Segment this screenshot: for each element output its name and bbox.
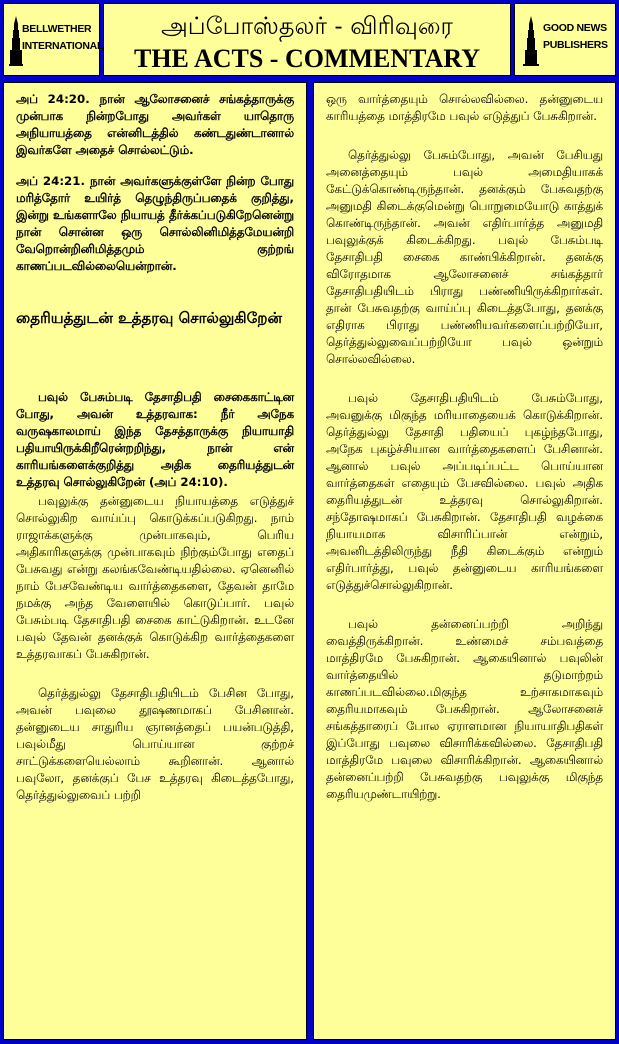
logo-right-line2: PUBLISHERS bbox=[543, 39, 608, 51]
page-header bbox=[3, 3, 616, 76]
church-tower-icon bbox=[523, 16, 539, 66]
right-paragraph-1: ஒரு வார்த்தையும் சொல்லவில்லை. தன்னுடைய காரியத்தை மாத்திரமே பவுல் எடுத்துப் பேசுகிறான். bbox=[326, 92, 603, 123]
right-paragraph-4: பவுல் தன்னைப்பற்றி அறிந்து வைத்திருக்கிறான். உண்மைச் சம்பவத்தை மாத்திரமே பேசுகிறான். ஆகையினால் பவுலின் வார்த்தையில் தடுமாற்றம் காணப்படவில்லை.மிகுந்த உற்சாகமாகவும் தைரியமாகவும் பேசுகிறான். ஆலோசனைச் சங்கத்தாரைப் போல ஏராளமான நியாயாதிபதிகள் இப்போது பவுலை விசாரிக்கவில்லை. தேசாதிபதி மாத்திரமே பவுலை விசாரிக்கிறான். ஆகையினால் தன்னைப்பற்றி பேசுவதற்கு பவுலுக்கு மிகுந்த தைரியமுண்டாயிற்று. bbox=[326, 617, 603, 801]
title-english: THE ACTS - COMMENTARY bbox=[133, 44, 480, 73]
right-paragraph-3: பவுல் தேசாதிபதியிடம் பேசும்போது, அவனுக்கு மிகுந்த மரியாதையைக் கொடுக்கிறான். தெர்த்துல்லு தேசாதி பதியைப் புகழ்ந்தபோது, அநேக புகழ்ச்சியான வார்த்தைகளைப் பேசினான். ஆனால் பவுல் அப்படிப்பட்ட பொய்யான வார்த்தைகள் எதையும் பேசவில்லை. பவுல் அதிக தைரியத்துடன் உத்தரவு சொல்லுகிறான். சந்தோஷமாகப் பேசுகிறான். தேசாதிபதி வழக்கை நியாயமாக விசாரிப்பான் என்றும், அவனிடத்திலிருந்து நீதி கிடைக்கும் என்றும் எதிர்பார்த்து, பவுல் தன்னுடைய காரியங்களை எடுத்துச்சொல்லுகிறான். bbox=[326, 391, 603, 592]
verse-24-20: அப் 24:20. நான் ஆலோசனைச் சங்கத்தாருக்கு முன்பாக நின்றபோது அவர்கள் யாதொரு அநியாயத்தை என்னிடத்தில் கண்டதுண்டானால் இவர்களே அதைச் சொல்லட்டும். bbox=[16, 92, 294, 157]
good-news-logo bbox=[514, 3, 616, 76]
church-tower-icon bbox=[9, 16, 23, 66]
title-box bbox=[103, 3, 511, 76]
quote-paragraph: பவுல் பேசும்படி தேசாதிபதி சைகைகாட்டின போது, அவன் உத்தரவாக: நீர் அநேக வருஷகாலமாய் இந்த தேசத்தாருக்கு நியாயாதி பதியாயிருக்கிறீரென்றறிந்து, நான் என் காரியங்களைக்குறித்து அதிக தைரியத்துடன் உத்தரவு சொல்லுகிறேன் (அப் 24:10). bbox=[16, 390, 294, 489]
logo-right-line1: GOOD NEWS bbox=[543, 22, 607, 34]
verse-24-21: அப் 24:21. நான் அவர்களுக்குள்ளே நின்ற போது மரித்தோர் உயிர்த் தெழுந்திருப்பதைக் குறித்து, இன்று உங்களாலே நியாயத் தீர்க்கப்படுகிறேனென்று நான் சொன்ன ஒரு சொல்லினிமித்தமேயன்றி வேறொன்றினிமித்தமும் குற்றங் காணப்படவில்லையென்றான். bbox=[16, 174, 294, 273]
left-column bbox=[3, 82, 307, 1040]
title-tamil: அப்போஸ்தலர் - விரிவுரை bbox=[161, 12, 453, 40]
bellwether-logo bbox=[3, 3, 104, 76]
section-heading: தைரியத்துடன் உத்தரவு சொல்லுகிறேன் bbox=[16, 309, 283, 327]
left-paragraph-1: பவுலுக்கு தன்னுடைய நியாயத்தை எடுத்துச் சொல்லுகிற வாய்ப்பு கொடுக்கப்படுகிறது. நாம் ராஜாக்களுக்கு முன்பாகவும், பெரிய அதிகாரிகளுக்கு முன்பாகவும் நிற்கும்போது எதைப் பேசுவது என்று கலங்கவேண்டியதில்லை. ஏனெனில் நாம் பேசவேண்டிய வார்த்தைகளை, தேவன் தாமே நமக்கு அந்த வேளையில் கொடுப்பார். பவுல் பேசும்படி தேசாதிபதி சைகை காட்டுகிறான். உடனே பவுல் தேவன் தனக்குக் கொடுக்கிற வார்த்தைகளை உத்தரவாகப் பேசுகிறான். bbox=[16, 494, 294, 661]
logo-left-line1: BELLWETHER bbox=[22, 23, 92, 35]
logo-left-line2: INTERNATIONAL bbox=[22, 40, 104, 52]
right-column bbox=[313, 82, 616, 1040]
left-paragraph-2: தெர்த்துல்லு தேசாதிபதியிடம் பேசின போது, அவன் பவுலை தூஷணமாகப் பேசினான். தன்னுடைய சாதுரிய ஞானத்தைப் பயன்படுத்தி, பவுல்மீது பொய்யான குற்றச் சாட்டுக்களையெல்லாம் கூறினான். ஆனால் பவுலோ, தனக்குப் பேச உத்தரவு கிடைத்தபோது, தெர்த்துல்லுவைப் பற்றி bbox=[16, 686, 294, 802]
right-paragraph-2: தெர்த்துல்லு பேசும்போது, அவன் பேசியது அனைத்தையும் பவுல் அமைதியாகக் கேட்டுக்கொண்டிருந்தான். தனக்கும் பேசுவதற்கு அனுமதி கிடைக்குமென்று பொறுமையோடு காத்துக் கொண்டிருந்தான். அவன் எதிர்பார்த்த அனுமதி பவுலுக்குக் கிடைக்கிறது. பவுல் பேசும்படி தேசாதிபதி சைகை காண்பிக்கிறான். தனக்கு விரோதமாக ஆலோசனைச் சங்கத்தார் தேசாதிபதியிடம் பிராது பண்ணியிருக்கிறார்கள். தான் பேசுவதற்கு வாய்ப்பு கிடைத்தபோது, தனக்கு எதிராக பிராது பண்ணியவர்களைப்பற்றியோ, தெர்த்துல்லுவைப்பற்றியோ பவுல் ஒன்றும் சொல்லவில்லை. bbox=[326, 148, 603, 366]
